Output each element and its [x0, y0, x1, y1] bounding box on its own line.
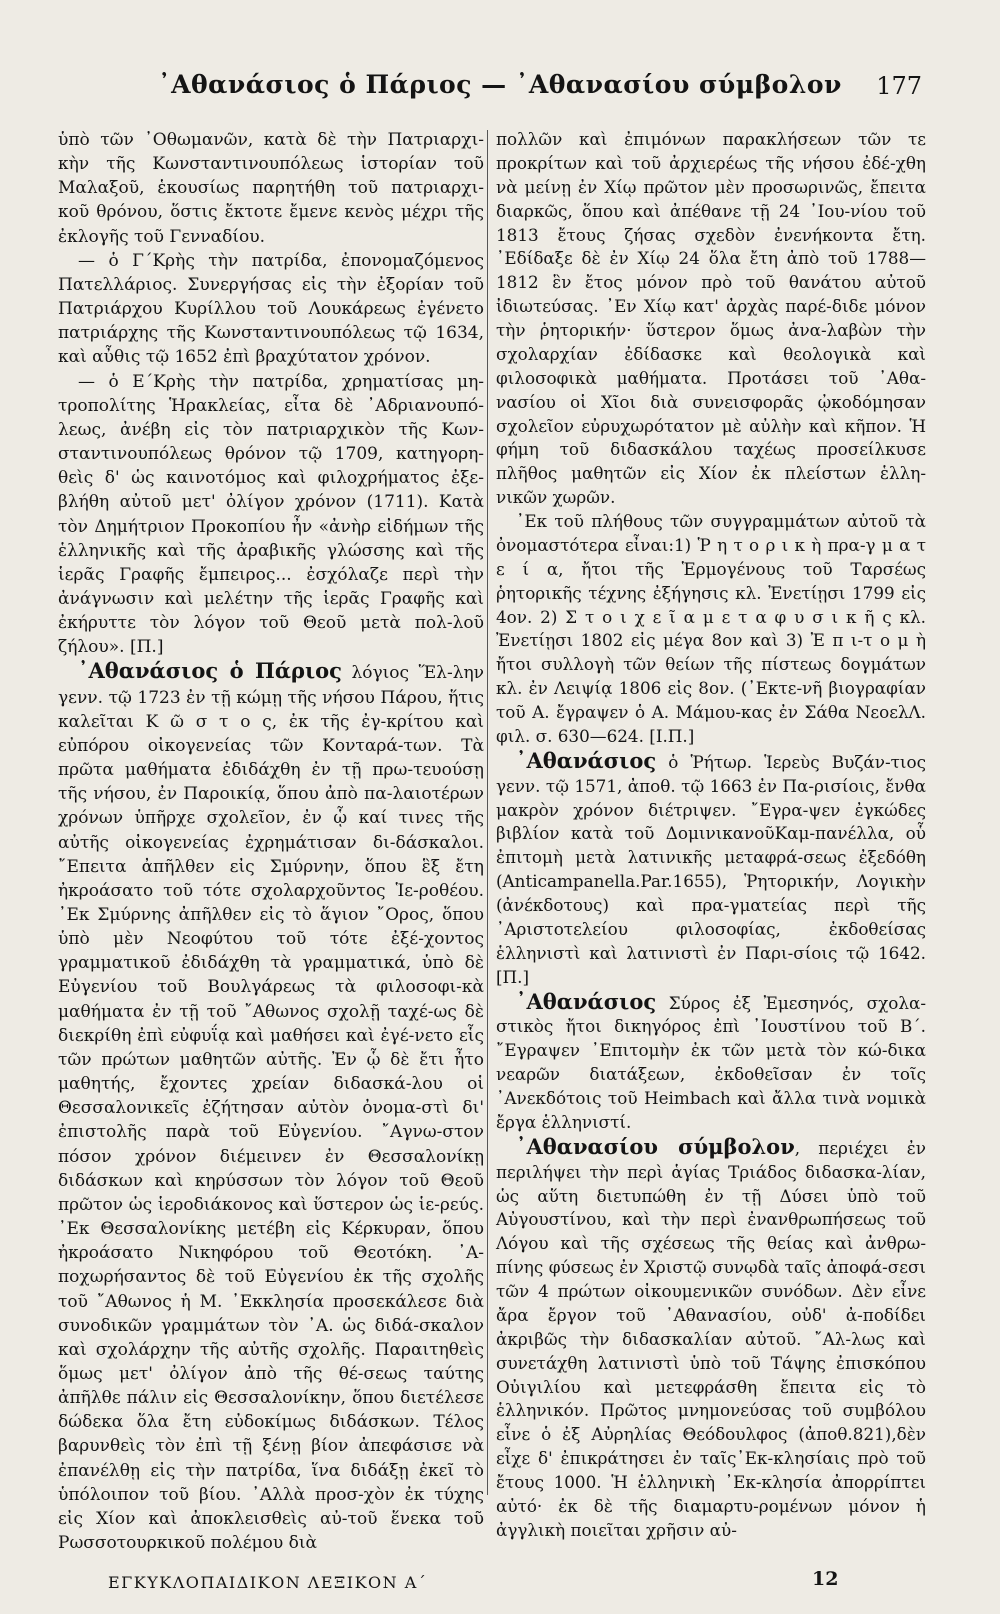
paragraph: — ὁ Γ΄Κρὴς τὴν πατρίδα, ἐπονομαζόμενος Πατελλάριος. Συνεργήσας εἰς τὴν ἐξορίαν τοῦ Πατριάρχου Κυρίλλου τοῦ Λουκάρεως ἐγένετο πατριάρχης τῆς Κωνσταντινουπόλεως τῷ 1634, καὶ αὖθις τῷ 1652 ἐπὶ βραχύτατον χρόνον. [58, 250, 484, 368]
entry-headword: ᾿Αθανάσιος [516, 988, 657, 1014]
entry-headword: ᾿Αθανάσιος ὁ Πάριος [78, 658, 342, 684]
entry [496, 749, 926, 990]
entry-body: , περιέχει ἐν περιλήψει τὴν περὶ ἁγίας Τριάδος διδασκα-λίαν, ὡς αὕτη διετυπώθη ἐν τῇ Δύσει ὑπὸ τοῦ Αὐγουστίνου, καὶ τὴν περὶ ἐνανθρωπήσεως τοῦ Λόγου καὶ τῆς σχέσεως τῆς θείας καὶ ἀνθρω-πίνης φύσεως ἐν Χριστῷ συνῳδὰ ταῖς ἀποφά-σεσι τῶν 4 πρώτων οἰκουμενικῶν συνόδων. Δὲν εἶνε ἄρα ἔργον τοῦ ᾿Αθανασίου, οὐδ' ἀ-ποδίδει ἀκριβῶς τὴν διδασκαλίαν αὐτοῦ. ῎Αλ-λως καὶ συνετάχθη λατινιστὶ ὑπὸ τοῦ Τάψης ἐπισκόπου Οὐιγιλίου καὶ μετεφράσθη ἔπειτα εἰς τὸ ἑλληνικόν. Πρῶτος μνημονεύσας τοῦ συμβόλου εἶνε ὁ ἐξ Αὐρηλίας Θεόδουλφος (ἀποθ.821),δὲν εἶχε δ' ἐπικράτησει ἐν ταῖς᾿Εκ-κλησίαις πρὸ τοῦ ἔτους 1000. Ἡ ἑλληνικὴ ᾿Εκ-κλησία ἀπορρίπτει αὐτό· ἐκ δὲ τῆς διαμαρτυ-ρομένων μόνον ἡ ἀγγλικὴ ποιεῖται χρῆσιν αὐ- [496, 1137, 926, 1540]
entry-body: λόγιος Ἕλ-λην γενν. τῷ 1723 ἐν τῇ κώμῃ τῆς νήσου Πάρου, ἥτις καλεῖται Κ ῶ σ τ ο ς, ἐκ τῆς ἐγ-κρίτου καὶ εὐπόρου οἰκογενείας τῶν Κονταρά-των. Τὰ πρῶτα μαθήματα ἐδιδάχθη ἐν τῇ πρω-τευούσῃ τῆς νήσου, ἐν Παροικίᾳ, ὅπου ἀπὸ πα-λαιοτέρων χρόνων ὑπῆρχε σχολεῖον, ἐν ᾧ καί τινες τῆς αὐτῆς οἰκογενείας ἐχρημάτισαν δι-δάσκαλοι. ῎Επειτα ἀπῆλθεν εἰς Σμύρνην, ὅπου ἓξ ἔτη ἠκροάσατο τοῦ τότε σχολαρχοῦντος Ἱε-ροθέου. ᾿Εκ Σμύρνης ἀπῆλθεν εἰς τὸ ἅγιον ῎Ορος, ὅπου ὑπὸ μὲν Νεοφύτου τοῦ τότε ἐξέ-χοντος γραμματικοῦ ἐδιδάχθη τὰ γραμματικά, ὑπὸ δὲ Εὐγενίου τοῦ Βουλγάρεως τὰ φιλοσοφι-κὰ μαθήματα ἐν τῇ τοῦ ῎Αθωνος σχολῇ ταχέ-ως δὲ διεκρίθη ἐπὶ εὐφυΐᾳ καὶ μαθήσει καὶ ἐγέ-νετο εἷς τῶν πρώτων μαθητῶν αὐτῆς. Ἐν ᾧ δὲ ἔτι ἦτο μαθητής, ἔχοντες χρείαν διδασκά-λου οἱ Θεσσαλονικεῖς ἐζήτησαν αὐτὸν ὀνομα-στὶ δι' ἐπιστολῆς παρὰ τοῦ Εὐγενίου. ῎Αγνω-στον πόσον χρόνον διέμεινεν ἐν Θεσσαλονίκῃ διδάσκων καὶ κηρύσσων τὸν λόγον τοῦ Θεοῦ πρῶτον ὡς ἱεροδιάκονος καὶ ὕστερον ὡς ἱε-ρεύς. ᾿Εκ Θεσσαλονίκης μετέβη εἰς Κέρκυραν, ὅπου ἠκροάσατο Νικηφόρου τοῦ Θεοτόκη. ᾿Α-ποχωρήσαντος δὲ τοῦ Εὐγενίου ἐκ τῆς σχολῆς τοῦ ῎Αθωνος ἡ Μ. ᾿Εκκλησία προσεκάλεσε διὰ συνοδικῶν γραμμάτων τὸν ᾿Α. ὡς διδά-σκαλον καὶ σχολάρχην τῆς αὐτῆς σχολῆς. Παραιτηθεὶς ὅμως μετ' ὀλίγον ἀπὸ τῆς θέ-σεως ταύτης ἀπῆλθε πάλιν εἰς Θεσσαλονίκην, ὅπου διετέλεσε δώδεκα ὅλα ἔτη εὐδοκίμως διδάσκων. Τέλος βαρυνθεὶς τὸν ἐπὶ τῇ ξένῃ βίον ἀπεφάσισε νὰ ἐπανέλθῃ εἰς τὴν πατρίδα, ἵνα διδάξῃ ἐκεῖ τὸ ὑπόλοιπον τοῦ βίου. ᾿Αλλὰ προσ-χὸν ἐκ τύχης εἰς Χίον καὶ ἀποκλεισθεὶς αὐ-τοῦ ἕνεκα τοῦ Ρωσσοτουρκικοῦ πολέμου διὰ [58, 663, 484, 1554]
paragraph: — ὁ Ε΄Κρὴς τὴν πατρίδα, χρηματίσας μη-τροπολίτης Ἡρακλείας, εἶτα δὲ ᾿Αδριανουπό-λεως, ἀνέβη εἰς τὸν πατριαρχικὸν τῆς Κων-σταντινουπόλεως θρόνον τῷ 1709, κατηγορη-θεὶς δ' ὡς καινοτόμος καὶ φιλοχρήματος ἐξε-βλήθη αὐτοῦ μετ' ὀλίγον χρόνον (1711). Κατὰ τὸν Δημήτριον Προκοπίου ἦν «ἀνὴρ εἰδήμων τῆς ἑλληνικῆς καὶ τῆς ἀραβικῆς γλώσσης καὶ τῆς ἱερᾶς Γραφῆς ἔμπειρος... ἐσχόλαζε περὶ τὴν ἀνάγνωσιν καὶ μελέτην τῆς ἱερᾶς Γραφῆς καὶ ἐκήρυττε τὸν λόγον τοῦ Θεοῦ μετὰ πολ-λοῦ ζήλου». [Π.] [58, 371, 484, 658]
paragraph: πολλῶν καὶ ἐπιμόνων παρακλήσεων τῶν τε προκρίτων καὶ τοῦ ἀρχιερέως τῆς νήσου ἐδέ-χθη νὰ μείνῃ ἐν Χίῳ πρῶτον μὲν προσωρινῶς, ἔπειτα διαρκῶς, ὅπου καὶ ἀπέθανε τῇ 24 ᾿Ιου-νίου τοῦ 1813 ἔτους ζήσας σχεδὸν ἐνενήκοντα ἔτη. ᾿Εδίδαξε δὲ ἐν Χίῳ 24 ὅλα ἔτη ἀπὸ τοῦ 1788—1812 ἓν ἔτος μόνον πρὸ τοῦ θανάτου αὐτοῦ ἰδιωτεύσας. ᾿Εν Χίῳ κατ' ἀρχὰς παρέ-διδε μόνον τὴν ῥητορικήν· ὕστερον ὅμως ἀνα-λαβὼν τὴν σχολαρχίαν ἐδίδασκε καὶ θεολογικὰ καὶ φιλοσοφικὰ μαθήματα. Προτάσει τοῦ ᾿Αθα-νασίου οἱ Χῖοι διὰ συνεισφορᾶς ᾠκοδόμησαν σχολεῖον εὐρυχωρότατον μὲ αὐλὴν καὶ κῆπον. Ἡ φήμη τοῦ διδασκάλου ταχέως προσείλκυσε πλῆθος μαθητῶν εἰς Χίον ἐκ πλείστων ἑλλη-νικῶν χωρῶν. [496, 129, 926, 508]
entry [496, 1135, 926, 1543]
entry-headword: ᾿Αθανάσιος [516, 747, 657, 773]
paragraph: ὑπὸ τῶν ᾿Οθωμανῶν, κατὰ δὲ τὴν Πατριαρχι-κὴν τῆς Κωνσταντινουπόλεως ἱστορίαν τοῦ Μαλαξοῦ, ἑκουσίως παρητήθη τοῦ πατριαρχι-κοῦ θρόνου, ὅστις ἔκτοτε ἔμενε κενὸς μέχρι τῆς ἐκλογῆς τοῦ Γενναδίου. [58, 130, 484, 247]
footer-signature: 12 [812, 1568, 839, 1590]
page-number: 177 [876, 72, 922, 100]
header-title: ᾿Αθανάσιος ὁ Πάριος — ᾿Αθανασίου σύμβολον [158, 70, 842, 99]
left-column [58, 128, 484, 1555]
entry [496, 990, 926, 1135]
running-header [0, 70, 1000, 110]
entry [58, 659, 484, 1555]
entry-body: ὁ Ῥήτωρ. Ἱερεὺς Βυζάν-τιος γενν. τῷ 1571, ἀποθ. τῷ 1663 ἐν Πα-ρισίοις, ἔνθα μακρὸν χρόνον διέτριψεν. ῎Εγρα-ψεν ἐγκώδες βιβλίον κατὰ τοῦ ΔομινικανοῦΚαμ-πανέλλα, οὗ ἐπιτομὴ μετὰ λατινικῆς μεταφρά-σεως ἐξεδόθη (Anticampanella.Par.1655), Ῥητορικήν, Λογικὴν (ἀνέκδοτους) καὶ πρα-γματείας περὶ τῆς ᾿Αριστοτελείου φιλοσοφίας, ἐκδοθείσας ἑλληνιστὶ καὶ λατινιστὶ ἐν Παρι-σίοις τῷ 1642. [Π.] [496, 751, 926, 987]
footer-publication: ΕΓΚΥΚΛΟΠΑΙΔΙΚΟΝ ΛΕΞΙΚΟΝ Α΄ [108, 1573, 428, 1592]
column-divider [487, 130, 488, 1495]
entry-headword: ᾿Αθανασίου σύμβολον [516, 1133, 795, 1159]
right-column [496, 128, 926, 1543]
paragraph: ᾿Εκ τοῦ πλήθους τῶν συγγραμμάτων αὐτοῦ τὰ ὀνομαστότερα εἶναι:1) Ῥ η τ ο ρ ι κ ὴ πρα-γ μ α τ ε ί α, ἤτοι τῆς Ἑρμογένους τοῦ Ταρσέως ῥητορικῆς τέχνης ἐξήγησις κλ. Ἐνετίῃσι 1799 εἰς 4ον. 2) Σ τ ο ι χ ε ῖ α μ ε τ α φ υ σ ι κ ῆ ς κλ. Ἐνετίῃσι 1802 εἰς μέγα 8ον καὶ 3) Ἐ π ι-τ ο μ ὴ ἤτοι συλλογὴ τῶν θείων τῆς πίστεως δογμάτων κλ. ἐν Λειψίᾳ 1806 εἰς 8ον. (᾿Εκτε-νῆ βιογραφίαν τοῦ Α. ἔγραψεν ὁ Α. Μάμου-κας ἐν Σάθα ΝεοελΛ. φιλ. σ. 630—624. [Ι.Π.] [496, 511, 926, 746]
entry-body: Σύρος ἐξ Ἐμεσηνός, σχολα-στικὸς ἤτοι δικηγόρος ἐπὶ ᾿Ιουστίνου τοῦ Β΄. ῎Εγραψεν ᾿Επιτομὴν ἐκ τῶν μετὰ τὸν κώ-δικα νεαρῶν διατάξεων, ἐκδοθεῖσαν ἐν τοῖς ᾿Ανεκδότοις τοῦ Heimbach καὶ ἄλλα τινὰ νομικὰ ἔργα ἑλληνιστί. [496, 992, 926, 1132]
